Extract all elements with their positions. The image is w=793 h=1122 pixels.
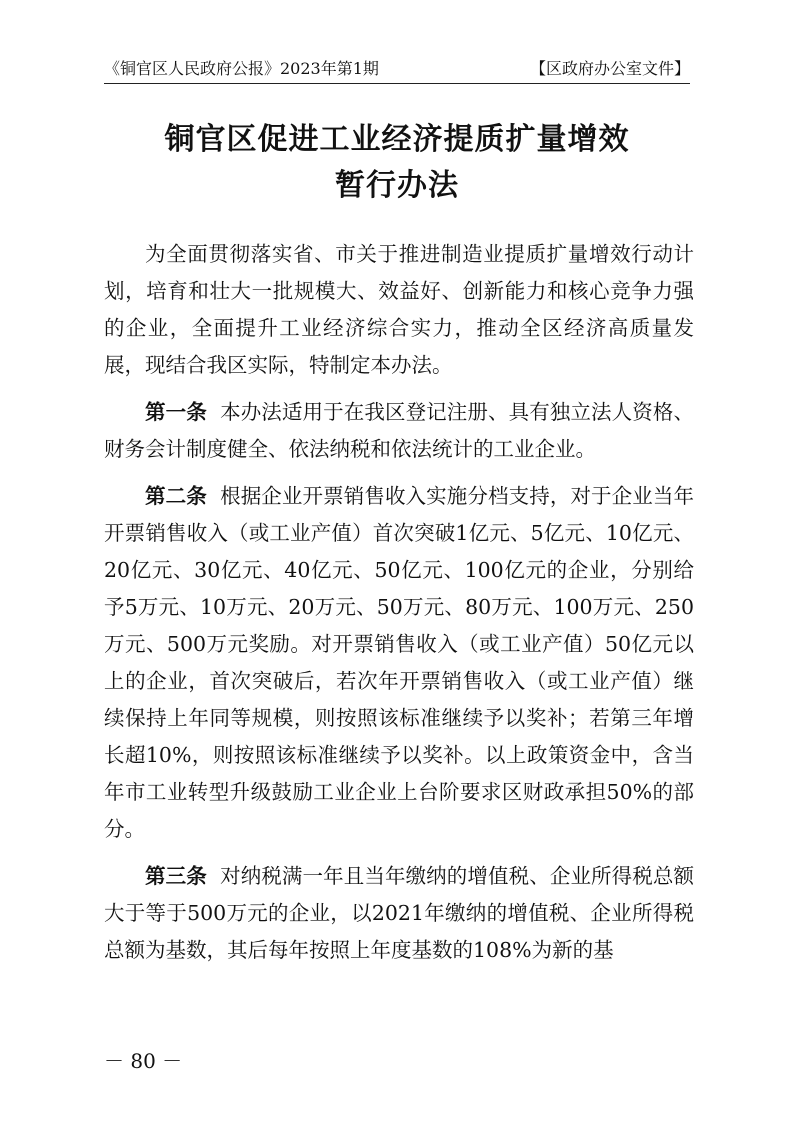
document-title <box>104 117 690 209</box>
article-label: 第一条 <box>145 400 207 424</box>
article-text: 对纳税满一年且当年缴纳的增值税、企业所得税总额大于等于500万元的企业，以2021年缴纳的增值税、企业所得税总额为基数，其后每年按照上年度基数的108%为新的基 <box>104 864 694 962</box>
title-line-1: 铜官区促进工业经济提质扩量增效 <box>164 122 630 157</box>
article-1 <box>104 394 694 468</box>
header-rule <box>104 83 690 84</box>
article-2 <box>104 478 694 848</box>
running-header <box>104 59 690 79</box>
section-label: 【区政府办公室文件】 <box>529 59 690 78</box>
article-label: 第三条 <box>145 864 207 888</box>
article-3 <box>104 858 694 969</box>
journal-name: 《铜官区人民政府公报》2023年第1期 <box>104 59 379 78</box>
intro-paragraph: 为全面贯彻落实省、市关于推进制造业提质扩量增效行动计划，培育和壮大一批规模大、效益好、创新能力和核心竞争力强的企业，全面提升工业经济综合实力，推动全区经济高质量发展，现结合我区实际，特制定本办法。 <box>104 242 694 377</box>
document-body <box>104 236 694 979</box>
article-text: 根据企业开票销售收入实施分档支持，对于企业当年开票销售收入（或工业产值）首次突破1亿元、5亿元、10亿元、20亿元、30亿元、40亿元、50亿元、100亿元的企业，分别给予5万元、10万元、20万元、50万元、80万元、100万元、250万元、500万元奖励。对开票销售收入（或工业产值）50亿元以上的企业，首次突破后，若次年开票销售收入（或工业产值）继续保持上年同等规模，则按照该标准继续予以奖补；若第三年增长超10%，则按照该标准继续予以奖补。以上政策资金中，含当年市工业转型升级鼓励工业企业上台阶要求区财政承担50%的部分。 <box>104 484 694 841</box>
page-number: － 80 － <box>104 1049 183 1073</box>
title-line-2: 暂行办法 <box>335 168 459 203</box>
article-text: 本办法适用于在我区登记注册、具有独立法人资格、财务会计制度健全、依法纳税和依法统计的工业企业。 <box>104 400 694 461</box>
article-label: 第二条 <box>145 484 207 508</box>
